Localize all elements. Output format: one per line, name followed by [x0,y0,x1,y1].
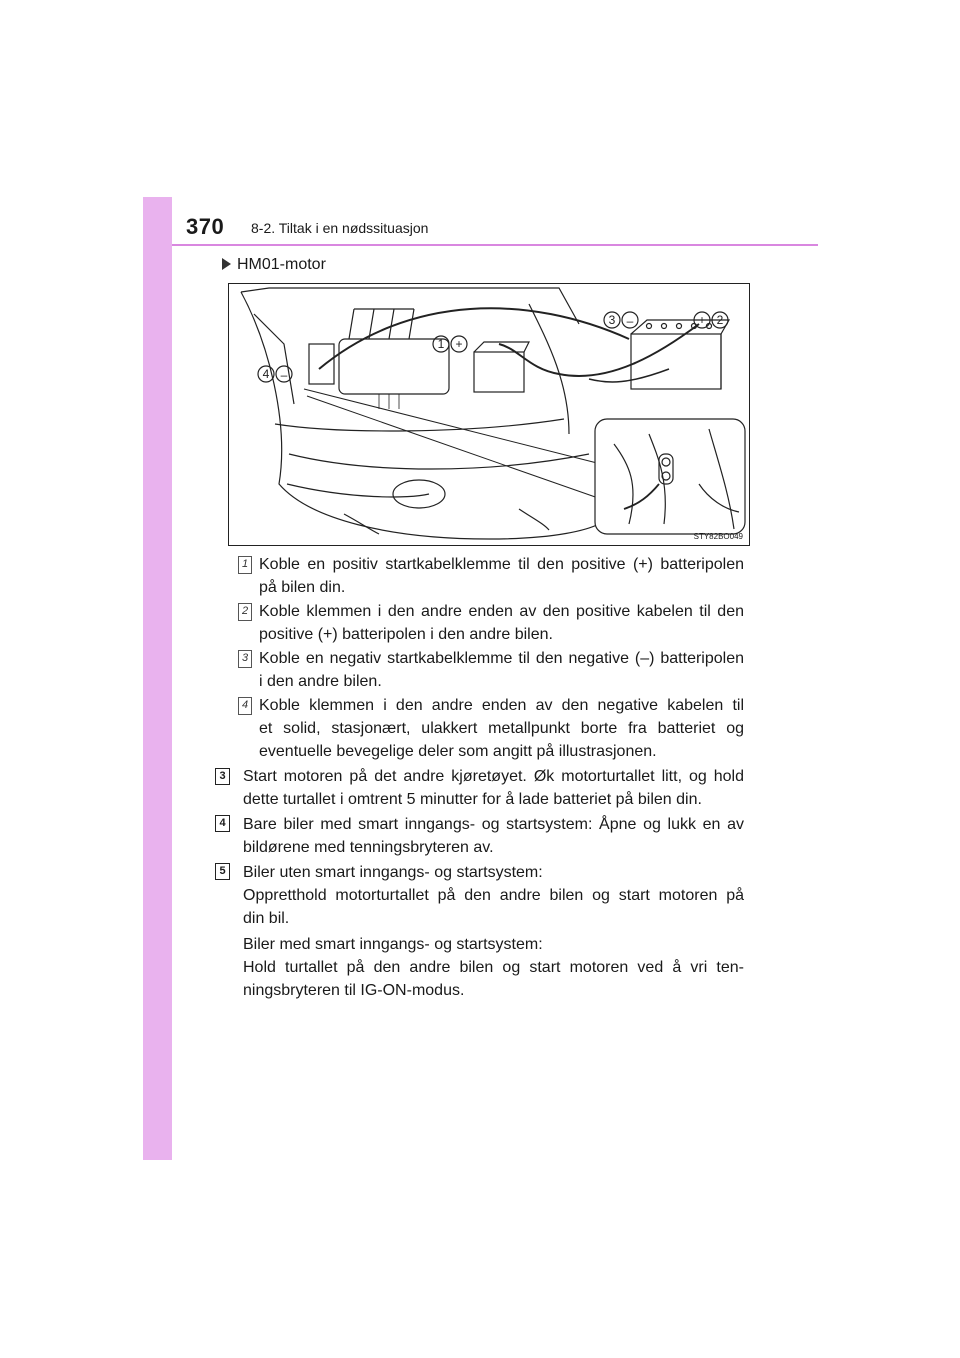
step-line: Oppretthold motorturtallet på den andre bilen og start motoren på [243,887,744,904]
sub-step-number: 4 [238,697,252,715]
sub-step-line: et solid, stasjonært, ulakkert metallpunkt borte fra batteriet og [259,720,744,737]
sub-step-number: 1 [238,556,252,574]
step-line: Hold turtallet på den andre bilen og start motoren ved å vri ten- [243,959,744,976]
step-4 [243,813,744,859]
step-5-continuation [243,933,744,1002]
sub-step-number: 3 [238,650,252,668]
sub-step-2 [259,600,744,646]
step-number: 3 [215,768,230,785]
callout-1-label: 1 [437,337,445,351]
sub-step-line: på bilen din. [259,579,346,596]
step-line: bildørene med tenningsbryteren av. [243,839,494,856]
step-number: 4 [215,815,230,832]
sub-step-4 [259,694,744,763]
page-number: 370 [186,214,225,239]
step-5 [243,861,744,930]
callout-4-label: 4 [262,367,270,381]
callout-plus-2: + [698,313,706,327]
sub-step-1 [259,553,744,599]
engine-subheading [222,256,326,274]
step-line: dette turtallet i omtrent 5 minutter for å lade batteriet på bilen din. [243,791,702,808]
callout-plus-1: + [455,337,463,351]
step-line: ningsbryteren til IG-ON-modus. [243,982,465,999]
callout-labels [229,284,749,545]
triangle-bullet-icon [222,258,231,270]
sub-step-line: Koble en positiv startkabelklemme til den positive (+) batteripolen [259,556,744,573]
step-line: Bare biler med smart inngangs- og startsystem: Åpne og lukk en av [243,816,744,833]
callout-minus-3: – [626,314,634,328]
step-number: 5 [215,863,230,880]
step-line: Start motoren på det andre kjøretøyet. Øk motorturtallet litt, og hold [243,768,744,785]
sub-step-line: Koble en negativ startkabelklemme til den negative (–) batteripolen [259,650,744,667]
step-line: din bil. [243,910,290,927]
step-3 [243,765,744,811]
sub-step-line: Koble klemmen i den andre enden av den positive kabelen til den [259,603,744,620]
sub-step-number: 2 [238,603,252,621]
callout-2-label: 2 [716,313,724,327]
sub-step-line: Koble klemmen i den andre enden av den negative kabelen til [259,697,744,714]
sub-step-3 [259,647,744,693]
callout-minus-4: – [280,368,288,382]
callout-3-label: 3 [608,313,616,327]
header-rule [172,244,818,246]
jump-start-illustration [228,283,750,546]
step-line: Biler med smart inngangs- og startsystem: [243,936,543,953]
chapter-side-tab [143,197,172,1160]
sub-step-line: i den andre bilen. [259,673,382,690]
figure-code: STY82BO049 [693,532,743,541]
subheading-text: HM01-motor [237,256,326,273]
sub-step-line: eventuelle bevegelige deler som angitt på illustrasjonen. [259,743,657,760]
step-line: Biler uten smart inngangs- og startsystem: [243,864,543,881]
section-title: 8-2. Tiltak i en nødssituasjon [251,220,429,236]
sub-step-line: positive (+) batteripolen i den andre bilen. [259,626,553,643]
